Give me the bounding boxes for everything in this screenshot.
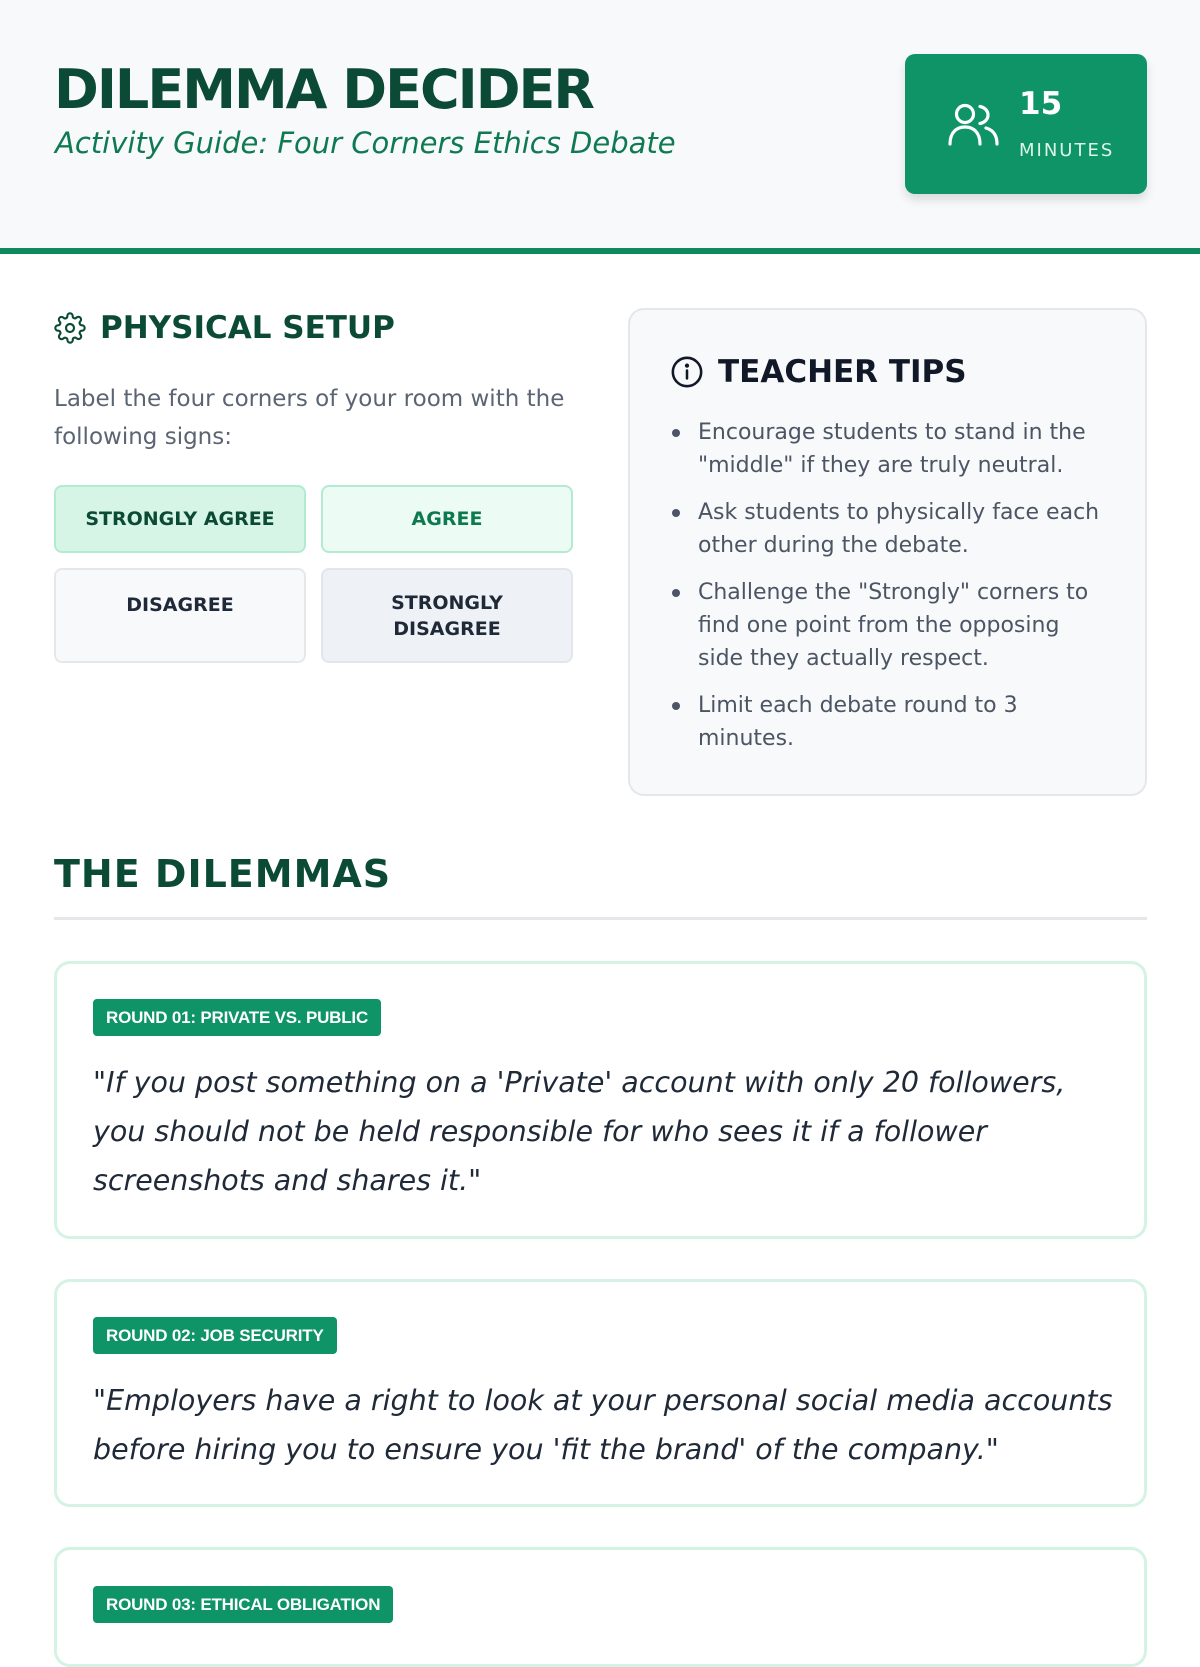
- round-tag: ROUND 02: JOB SECURITY: [93, 1317, 337, 1354]
- dilemma-card-round-01: [54, 961, 1147, 1239]
- tips-list: [670, 416, 1110, 769]
- tips-title: TEACHER TIPS: [718, 354, 967, 390]
- section-divider: [54, 917, 1147, 920]
- dilemmas-title: THE DILEMMAS: [54, 852, 392, 896]
- corner-sign-strongly-disagree: STRONGLY DISAGREE: [321, 568, 573, 663]
- page-header: [0, 0, 1200, 254]
- gear-icon: [54, 312, 86, 344]
- tip-text: Encourage students to stand in the "middle" if they are truly neutral.: [698, 420, 1086, 478]
- tip-text: Challenge the "Strongly" corners to find one point from the opposing side they actually respect.: [698, 580, 1089, 671]
- duration-badge: [905, 54, 1147, 194]
- dilemma-statement: "Employers have a right to look at your personal social media accounts before hiring you to ensure you 'fit the brand' of the company.": [93, 1384, 1113, 1466]
- bullet-dot: [672, 702, 680, 710]
- tip-text: Ask students to physically face each other during the debate.: [698, 500, 1100, 558]
- dilemma-card-round-02: [54, 1279, 1147, 1507]
- tips-heading: [670, 354, 967, 390]
- page-title: DILEMMA DECIDER: [54, 58, 594, 121]
- list-item: [670, 576, 1110, 675]
- duration-value: 15: [1019, 86, 1063, 122]
- dilemma-card-round-03: [54, 1547, 1147, 1667]
- tip-text: Limit each debate round to 3 minutes.: [698, 693, 1018, 751]
- duration-unit: MINUTES: [1019, 140, 1115, 161]
- bullet-dot: [672, 429, 680, 437]
- teacher-tips-card: [628, 308, 1147, 796]
- setup-heading: [54, 310, 395, 346]
- bullet-dot: [672, 589, 680, 597]
- corner-sign-disagree: DISAGREE: [54, 568, 306, 663]
- round-tag: ROUND 03: ETHICAL OBLIGATION: [93, 1586, 393, 1623]
- list-item: [670, 496, 1110, 562]
- list-item: [670, 416, 1110, 482]
- page-subtitle: Activity Guide: Four Corners Ethics Debate: [55, 126, 676, 160]
- setup-description: Label the four corners of your room with the following signs:: [54, 386, 565, 450]
- setup-title: PHYSICAL SETUP: [100, 310, 395, 346]
- info-icon: [670, 355, 704, 389]
- users-icon: [947, 98, 1001, 152]
- round-tag: ROUND 01: PRIVATE VS. PUBLIC: [93, 999, 381, 1036]
- corner-sign-agree: AGREE: [321, 485, 573, 553]
- list-item: [670, 689, 1110, 755]
- dilemma-statement: "If you post something on a 'Private' account with only 20 followers, you should not be held responsible for who sees it if a follower screenshots and shares it.": [93, 1066, 1066, 1197]
- bullet-dot: [672, 509, 680, 517]
- corner-sign-strongly-agree: STRONGLY AGREE: [54, 485, 306, 553]
